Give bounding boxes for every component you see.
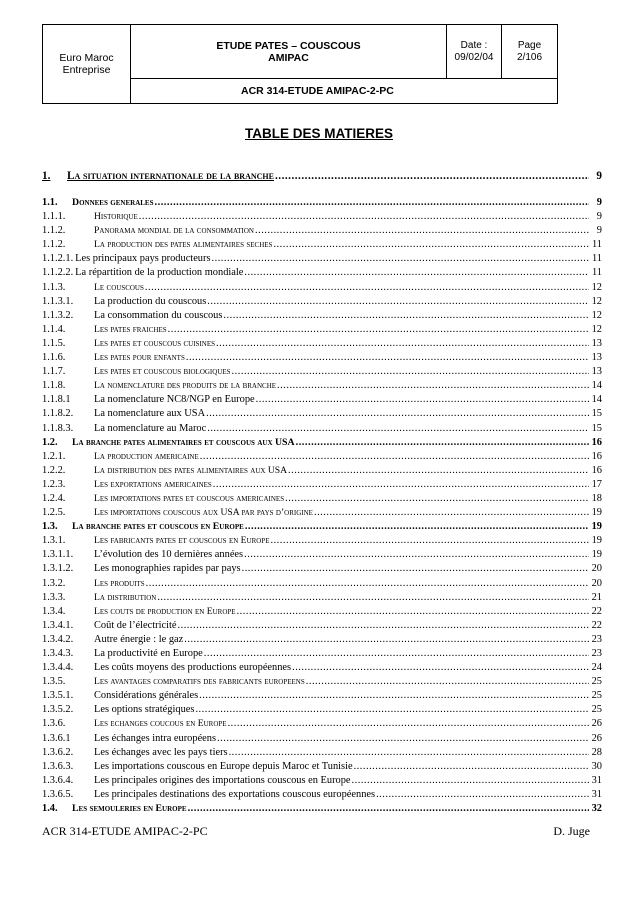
toc-entry-title: La nomenclature NC8/NGP en Europe bbox=[94, 394, 255, 406]
toc-dot-leader bbox=[157, 591, 589, 605]
toc-entry-page: 15 bbox=[591, 408, 602, 420]
toc-entry-page: 24 bbox=[591, 662, 602, 674]
toc-entry-page: 26 bbox=[591, 718, 602, 730]
toc-heading: TABLE DES MATIERES bbox=[244, 126, 393, 141]
document-header-table bbox=[42, 24, 558, 104]
toc-entry-number: 1.3.1.1. bbox=[42, 549, 74, 561]
table-of-contents bbox=[42, 168, 602, 816]
toc-entry[interactable] bbox=[42, 717, 602, 731]
toc-entry-page: 12 bbox=[591, 309, 602, 321]
toc-entry-number: 1.1.3.1. bbox=[42, 295, 74, 307]
toc-entry-title: Considérations générales bbox=[94, 690, 199, 702]
toc-entry[interactable] bbox=[42, 534, 602, 548]
toc-entry[interactable] bbox=[42, 238, 602, 252]
toc-entry[interactable] bbox=[42, 732, 602, 746]
toc-entry-title: Historique bbox=[94, 211, 138, 223]
toc-entry-number: 1.1.2.1. bbox=[42, 253, 74, 265]
toc-entry[interactable] bbox=[42, 675, 602, 689]
toc-entry[interactable] bbox=[42, 661, 602, 675]
toc-entry[interactable] bbox=[42, 577, 602, 591]
toc-dot-leader bbox=[232, 365, 589, 379]
page-label: Page bbox=[517, 39, 542, 51]
toc-dot-leader bbox=[292, 661, 589, 675]
toc-entry[interactable] bbox=[42, 323, 602, 337]
toc-dot-leader bbox=[206, 407, 589, 421]
toc-entry-page: 9 bbox=[596, 211, 602, 223]
toc-entry-number: 1. bbox=[42, 170, 51, 182]
toc-entry-page: 25 bbox=[591, 704, 602, 716]
toc-entry-page: 23 bbox=[591, 648, 602, 659]
company-name-line-2: Entreprise bbox=[62, 64, 111, 76]
toc-entry-page: 13 bbox=[591, 352, 602, 364]
reference-cell: ACR 314-ETUDE AMIPAC-2-PC bbox=[241, 85, 394, 97]
toc-entry-title: Les importations couscous aux USA par pays d’origine bbox=[94, 507, 313, 519]
toc-entry-title: Les avantages comparatifs des fabricants europeens bbox=[94, 676, 305, 688]
toc-entry-page: 14 bbox=[591, 380, 602, 392]
toc-dot-leader bbox=[204, 647, 589, 661]
toc-entry-number: 1.3.6. bbox=[42, 718, 66, 730]
toc-entry-page: 12 bbox=[591, 295, 602, 307]
toc-entry-number: 1.3.6.1 bbox=[42, 732, 71, 744]
toc-dot-leader bbox=[223, 309, 589, 323]
toc-dot-leader bbox=[195, 703, 589, 717]
toc-entry-number: 1.3.4.4. bbox=[42, 662, 74, 674]
footer-author: D. Juge bbox=[553, 824, 590, 838]
toc-dot-leader bbox=[212, 252, 590, 266]
toc-entry-title: La nomenclature aux USA bbox=[94, 408, 206, 420]
toc-entry-number: 1.3.2. bbox=[42, 577, 66, 589]
toc-entry-title: Les pates fraiches bbox=[94, 323, 167, 335]
toc-entry-title: Les exportations americaines bbox=[94, 478, 212, 490]
toc-entry-page: 12 bbox=[591, 281, 602, 293]
toc-entry-number: 1.3.5.1. bbox=[42, 690, 74, 702]
toc-entry-page: 31 bbox=[591, 774, 602, 786]
toc-entry-number: 1.1.8.1 bbox=[42, 394, 71, 406]
toc-entry-page: 12 bbox=[591, 323, 602, 335]
toc-entry-title: La production des pates alimentaires seches bbox=[94, 239, 273, 251]
footer-reference: ACR 314-ETUDE AMIPAC-2-PC bbox=[42, 824, 208, 838]
toc-entry-title: Les monographies rapides par pays bbox=[94, 563, 241, 575]
toc-entry-title: Les importations pates et couscous americaines bbox=[94, 492, 285, 504]
toc-entry[interactable] bbox=[42, 422, 602, 436]
toc-entry-page: 20 bbox=[591, 577, 602, 589]
toc-entry-title: Donnees generales bbox=[72, 197, 154, 208]
toc-entry-number: 1.3.5. bbox=[42, 676, 66, 688]
toc-dot-leader bbox=[255, 224, 589, 238]
toc-entry-page: 16 bbox=[591, 464, 602, 476]
toc-dot-leader bbox=[242, 562, 589, 576]
toc-dot-leader bbox=[273, 238, 589, 252]
toc-entry[interactable] bbox=[42, 703, 602, 717]
toc-dot-leader bbox=[186, 351, 589, 365]
toc-entry[interactable] bbox=[42, 464, 602, 478]
toc-entry[interactable] bbox=[42, 379, 602, 393]
toc-entry-page: 13 bbox=[591, 337, 602, 349]
toc-entry-page: 22 bbox=[591, 605, 602, 617]
date-cell bbox=[447, 25, 502, 79]
toc-entry[interactable] bbox=[42, 351, 602, 365]
toc-entry-number: 1.3.1.2. bbox=[42, 563, 74, 575]
page-footer bbox=[42, 824, 590, 839]
toc-entry-page: 9 bbox=[596, 170, 602, 182]
toc-entry-number: 1.1.1. bbox=[42, 211, 66, 223]
toc-entry-number: 1.3.6.2. bbox=[42, 746, 74, 758]
toc-entry[interactable] bbox=[42, 619, 602, 633]
toc-entry-title: La productivité en Europe bbox=[94, 648, 203, 659]
toc-entry[interactable] bbox=[42, 591, 602, 605]
toc-dot-leader bbox=[376, 788, 589, 802]
toc-entry-title: Coût de l’électricité bbox=[94, 619, 177, 631]
toc-dot-leader bbox=[228, 717, 589, 731]
toc-entry-number: 1.2.3. bbox=[42, 478, 66, 490]
toc-entry-page: 32 bbox=[591, 803, 602, 815]
toc-entry[interactable] bbox=[42, 647, 602, 661]
toc-entry-title: La nomenclature des produits de la branche bbox=[94, 380, 277, 392]
toc-entry-title: Les importations couscous en Europe depuis Maroc et Tunisie bbox=[94, 760, 353, 772]
toc-entry-number: 1.3.6.3. bbox=[42, 760, 74, 772]
toc-entry-number: 1.3.4.2. bbox=[42, 633, 74, 645]
toc-entry[interactable] bbox=[42, 746, 602, 760]
toc-spacer bbox=[42, 184, 602, 196]
toc-dot-leader bbox=[146, 577, 589, 591]
toc-entry[interactable] bbox=[42, 450, 602, 464]
toc-entry[interactable] bbox=[42, 266, 602, 280]
toc-entry[interactable] bbox=[42, 802, 602, 816]
toc-entry[interactable] bbox=[42, 478, 602, 492]
toc-entry-title: Les principales destinations des exportations couscous européennes bbox=[94, 788, 376, 800]
company-cell bbox=[43, 25, 131, 103]
toc-dot-leader bbox=[207, 422, 589, 436]
toc-entry-page: 11 bbox=[591, 239, 602, 251]
toc-entry-number: 1.3.6.4. bbox=[42, 774, 74, 786]
toc-entry[interactable] bbox=[42, 309, 602, 323]
toc-entry-title: Autre énergie : le gaz bbox=[94, 633, 184, 645]
toc-entry-number: 1.2.1. bbox=[42, 450, 66, 462]
toc-entry-title: Les coûts moyens des productions européennes bbox=[94, 662, 292, 674]
toc-entry-title: La situation internationale de la branche bbox=[67, 170, 274, 182]
toc-dot-leader bbox=[229, 746, 589, 760]
toc-dot-leader bbox=[352, 774, 589, 788]
toc-entry[interactable] bbox=[42, 295, 602, 309]
toc-dot-leader bbox=[139, 210, 589, 224]
toc-entry-page: 19 bbox=[591, 549, 602, 561]
toc-dot-leader bbox=[275, 168, 589, 184]
toc-entry-page: 9 bbox=[596, 197, 602, 208]
toc-dot-leader bbox=[306, 675, 589, 689]
toc-entry-number: 1.1.8. bbox=[42, 380, 66, 392]
toc-entry-page: 11 bbox=[591, 267, 602, 279]
toc-entry-title: Les couts de production en Europe bbox=[94, 605, 236, 617]
toc-entry-number: 1.1.3. bbox=[42, 281, 66, 293]
page-value: 2/106 bbox=[516, 51, 543, 63]
toc-entry-page: 11 bbox=[591, 253, 602, 265]
toc-entry-page: 16 bbox=[591, 436, 602, 448]
toc-entry-number: 1.3.5.2. bbox=[42, 704, 74, 716]
toc-dot-leader bbox=[237, 605, 589, 619]
toc-entry-title: La distribution bbox=[94, 591, 157, 603]
toc-entry[interactable] bbox=[42, 224, 602, 238]
toc-entry-page: 19 bbox=[591, 521, 602, 533]
toc-entry-number: 1.4. bbox=[42, 803, 58, 815]
toc-entry-number: 1.1. bbox=[42, 197, 58, 208]
toc-entry-page: 19 bbox=[591, 507, 602, 519]
toc-entry-page: 19 bbox=[591, 535, 602, 547]
toc-entry[interactable] bbox=[42, 689, 602, 703]
toc-entry-title: Les options stratégiques bbox=[94, 704, 195, 716]
toc-dot-leader bbox=[285, 492, 589, 506]
toc-entry-number: 1.1.8.3. bbox=[42, 422, 74, 434]
date-label: Date : bbox=[460, 39, 488, 51]
toc-dot-leader bbox=[216, 337, 589, 351]
toc-entry-title: La consommation du couscous bbox=[94, 309, 223, 321]
toc-entry-page: 16 bbox=[591, 450, 602, 462]
toc-entry-page: 14 bbox=[591, 394, 602, 406]
toc-entry-title: Les semouleries en Europe bbox=[72, 803, 187, 815]
toc-entry[interactable] bbox=[42, 252, 602, 266]
toc-entry-page: 13 bbox=[591, 366, 602, 378]
toc-dot-leader bbox=[256, 393, 589, 407]
toc-dot-leader bbox=[270, 534, 589, 548]
toc-dot-leader bbox=[178, 619, 589, 633]
toc-entry[interactable] bbox=[42, 562, 602, 576]
toc-entry-title: Les pates et couscous biologiques bbox=[94, 366, 231, 378]
toc-entry[interactable] bbox=[42, 774, 602, 788]
toc-entry-title: Les produits bbox=[94, 577, 145, 589]
toc-entry-number: 1.3.4.3. bbox=[42, 648, 74, 659]
toc-entry-number: 1.1.2. bbox=[42, 225, 66, 237]
toc-entry-title: Les principaux pays producteurs bbox=[75, 253, 211, 265]
toc-entry[interactable] bbox=[42, 633, 602, 647]
toc-entry-number: 1.3. bbox=[42, 521, 58, 533]
toc-entry-page: 25 bbox=[591, 676, 602, 688]
toc-entry-title: La production du couscous bbox=[94, 295, 207, 307]
toc-entry[interactable] bbox=[42, 506, 602, 520]
toc-entry-number: 1.1.6. bbox=[42, 352, 66, 364]
toc-dot-leader bbox=[244, 266, 589, 280]
toc-entry-title: La nomenclature au Maroc bbox=[94, 422, 207, 434]
toc-entry-number: 1.1.2.2. bbox=[42, 267, 74, 279]
toc-entry-title: Les echanges coucous en Europe bbox=[94, 718, 227, 730]
toc-entry-title: Les pates et couscous cuisines bbox=[94, 337, 215, 349]
toc-entry[interactable] bbox=[42, 337, 602, 351]
toc-entry-number: 1.1.4. bbox=[42, 323, 66, 335]
toc-dot-leader bbox=[314, 506, 589, 520]
toc-entry[interactable] bbox=[42, 393, 602, 407]
toc-entry[interactable] bbox=[42, 520, 602, 534]
toc-entry-title: Les échanges avec les pays tiers bbox=[94, 746, 228, 758]
date-value: 09/02/04 bbox=[454, 51, 494, 63]
toc-dot-leader bbox=[354, 760, 589, 774]
toc-entry-page: 26 bbox=[591, 732, 602, 744]
toc-entry-number: 1.1.5. bbox=[42, 337, 66, 349]
toc-entry-title: La branche pates et couscous en Europe bbox=[72, 521, 244, 533]
toc-entry[interactable] bbox=[42, 548, 602, 562]
toc-entry[interactable] bbox=[42, 605, 602, 619]
toc-entry-page: 25 bbox=[591, 690, 602, 702]
toc-entry-title: Le couscous bbox=[94, 281, 144, 293]
toc-dot-leader bbox=[217, 732, 589, 746]
toc-entry-number: 1.1.7. bbox=[42, 366, 66, 378]
toc-dot-leader bbox=[288, 464, 589, 478]
toc-entry-number: 1.3.4.1. bbox=[42, 619, 74, 631]
toc-entry-number: 1.2. bbox=[42, 436, 58, 448]
toc-entry[interactable] bbox=[42, 210, 602, 224]
toc-entry-number: 1.3.6.5. bbox=[42, 788, 74, 800]
toc-entry-number: 1.3.4. bbox=[42, 605, 66, 617]
toc-entry-title: La distribution des pates alimentaires aux USA bbox=[94, 464, 288, 476]
toc-entry-number: 1.1.2. bbox=[42, 239, 66, 251]
toc-entry[interactable] bbox=[42, 407, 602, 421]
toc-dot-leader bbox=[199, 689, 589, 703]
toc-entry-page: 28 bbox=[591, 746, 602, 758]
toc-entry[interactable] bbox=[42, 788, 602, 802]
toc-entry-title: L’évolution des 10 dernières années bbox=[94, 549, 244, 561]
toc-entry[interactable] bbox=[42, 760, 602, 774]
toc-entry-number: 1.1.3.2. bbox=[42, 309, 74, 321]
toc-entry-title: La branche pates alimentaires et couscous aux USA bbox=[72, 436, 295, 448]
study-title-cell bbox=[131, 25, 447, 79]
toc-entry-page: 15 bbox=[591, 422, 602, 434]
toc-dot-leader bbox=[244, 548, 589, 562]
toc-entry-page: 21 bbox=[591, 591, 602, 603]
toc-dot-leader bbox=[155, 196, 590, 210]
toc-entry-number: 1.2.4. bbox=[42, 492, 66, 504]
toc-entry[interactable] bbox=[42, 365, 602, 379]
toc-entry-title: Les fabricants pates et couscous en Europe bbox=[94, 535, 270, 547]
toc-entry-title: Les échanges intra européens bbox=[94, 732, 217, 744]
toc-dot-leader bbox=[277, 379, 589, 393]
toc-dot-leader bbox=[296, 436, 589, 450]
study-title-line-2: AMIPAC bbox=[268, 51, 309, 64]
company-name-line-1: Euro Maroc bbox=[59, 52, 114, 64]
toc-entry-title: Les principales origines des importations couscous en Europe bbox=[94, 774, 351, 786]
toc-entry-number: 1.3.1. bbox=[42, 535, 66, 547]
toc-dot-leader bbox=[213, 478, 589, 492]
toc-entry-number: 1.3.3. bbox=[42, 591, 66, 603]
toc-entry[interactable] bbox=[42, 196, 602, 210]
toc-entry-title: La production americaine bbox=[94, 450, 199, 462]
study-title-line-1: ETUDE PATES – COUSCOUS bbox=[216, 39, 361, 52]
toc-entry-page: 18 bbox=[591, 492, 602, 504]
toc-entry[interactable] bbox=[42, 281, 602, 295]
toc-entry-number: 1.2.2. bbox=[42, 464, 66, 476]
toc-dot-leader bbox=[245, 520, 589, 534]
toc-entry-page: 31 bbox=[591, 788, 602, 800]
toc-entry-page: 20 bbox=[591, 563, 602, 575]
toc-entry-title: La répartition de la production mondiale bbox=[75, 267, 244, 279]
toc-entry-number: 1.1.8.2. bbox=[42, 408, 74, 420]
toc-entry-page: 9 bbox=[596, 225, 602, 237]
toc-entry-title: Panorama mondial de la consommation bbox=[94, 225, 254, 237]
toc-entry-page: 30 bbox=[591, 760, 602, 772]
toc-dot-leader bbox=[200, 450, 589, 464]
toc-entry-number: 1.2.5. bbox=[42, 507, 66, 519]
toc-entry-page: 22 bbox=[591, 619, 602, 631]
toc-entry-page: 23 bbox=[591, 633, 602, 645]
toc-entry[interactable] bbox=[42, 492, 602, 506]
toc-entry-page: 17 bbox=[591, 478, 602, 490]
toc-dot-leader bbox=[188, 802, 589, 816]
toc-entry[interactable] bbox=[42, 168, 602, 184]
toc-dot-leader bbox=[145, 281, 589, 295]
toc-entry[interactable] bbox=[42, 436, 602, 450]
toc-dot-leader bbox=[207, 295, 589, 309]
page-number-cell bbox=[502, 25, 557, 79]
toc-entry-title: Les pates pour enfants bbox=[94, 352, 185, 364]
toc-dot-leader bbox=[184, 633, 589, 647]
toc-dot-leader bbox=[168, 323, 589, 337]
